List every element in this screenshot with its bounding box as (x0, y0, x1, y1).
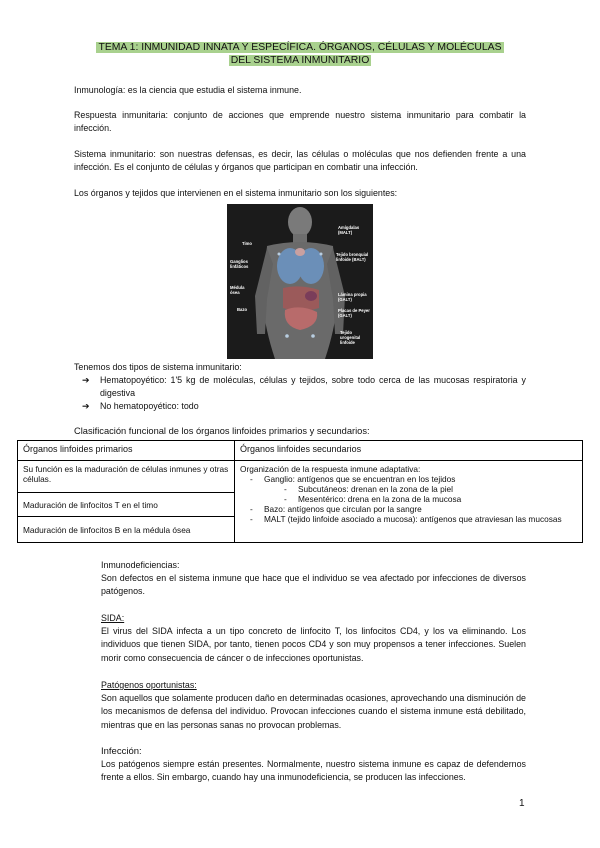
label-timo: Timo (242, 241, 252, 246)
list-item: - Bazo: antígenos que circulan por la sangre (240, 504, 577, 514)
inmunologia-definition: Inmunología: es la ciencia que estudia el sistema inmune. (74, 85, 302, 95)
secundarios-list (240, 474, 577, 524)
primarios-row-2: Maduración de linfocitos T en el timo (18, 493, 235, 517)
label-medula: Médula ósea (230, 285, 245, 295)
tipos-intro: Tenemos dos tipos de sistema inmunitario: (74, 362, 242, 372)
list-item: - Mesentérico: drena en la zona de la mucosa (240, 494, 577, 504)
document-title (0, 41, 600, 67)
tipo-item-text: No hematopoyético: todo (100, 401, 199, 411)
tipo-item-no-hematopoyetico (82, 400, 526, 413)
label-urogenital: Tejido urogenital linfoide (340, 330, 361, 345)
inmunodeficiencias-heading: Inmunodeficiencias: (101, 560, 180, 570)
clasificacion-caption: Clasificación funcional de los órganos linfoides primarios y secundarios: (74, 426, 370, 436)
list-item: - Ganglio: antígenos que se encuentran en los tejidos (240, 474, 577, 484)
organos-intro: Los órganos y tejidos que intervienen en el sistema inmunitario son los siguientes: (74, 188, 398, 198)
organos-table (17, 440, 583, 543)
tipo-item-text: Hematopoyético: 1'5 kg de moléculas, células y tejidos, sobre todo cerca de las mucosas respiratoria y digestiva (100, 375, 526, 398)
label-peyer: Placas de Peyer (GALT) (338, 308, 370, 318)
header-primarios: Órganos linfoides primarios (18, 441, 235, 461)
infeccion-text: Los patógenos siempre están presentes. Normalmente, nuestro sistema inmune es capaz de defendernos frente a ellos. Sin embargo, cuando hay una inmunodeficiencia, se producen las infecciones. (101, 759, 526, 783)
sistema-definition: Sistema inmunitario: son nuestras defensas, es decir, las células o moléculas que nos defienden frente a una infección. Es el conjunto de células y órganos que participan en combatir una infección. (74, 149, 526, 173)
label-bazo: Bazo (237, 307, 248, 312)
header-secundarios: Órganos linfoides secundarios (235, 441, 583, 461)
label-balt: Tejido bronquial linfoide (BALT) (336, 252, 369, 262)
list-item: - Subcutáneos: drenan en la zona de la piel (240, 484, 577, 494)
label-galt: Lámina propia (GALT) (338, 292, 367, 302)
sida-text: El virus del SIDA infecta a un tipo concreto de linfocito T, los linfocitos CD4, y los va eliminando. Los individuos que tienen SIDA, por tanto, tienen pocos CD4 y son muy propensos a tener infecciones. Suelen morir como consecuencia de cáncer o de infecciones oportunistas. (101, 626, 526, 663)
arrow-icon: ➔ (82, 375, 90, 385)
label-amigdalas: Amígdalas (MALT) (338, 225, 360, 235)
page-number: 1 (519, 798, 525, 809)
list-item: - MALT (tejido linfoide asociado a mucosa): antígenos que atraviesan las mucosas (240, 514, 577, 524)
primarios-row-3: Maduración de linfocitos B en la médula ósea (18, 517, 235, 543)
label-ganglios: Ganglios linfáticos (230, 259, 249, 269)
inmunodeficiencias-text: Son defectos en el sistema inmune que hace que el individuo se vea afectado por infecciones de diversos patógenos. (101, 573, 526, 597)
primarios-row-1: Su función es la maduración de células inmunes y otras células. (18, 461, 235, 493)
patogenos-heading: Patógenos oportunistas: (101, 680, 197, 690)
secundarios-intro: Organización de la respuesta inmune adaptativa: (240, 464, 421, 474)
patogenos-text: Son aquellos que solamente producen daño en determinadas ocasiones, aprovechando una disminución de los mecanismos de defensa del individuo. Provocan infecciones cuando el sistema inmune está debilitado, mientras que en las personas sanas no provocan problemas. (101, 693, 526, 730)
title-line-1: TEMA 1: INMUNIDAD INNATA Y ESPECÍFICA. ÓRGANOS, CÉLULAS Y MOLÉCULAS (98, 42, 502, 53)
secundarios-cell (235, 461, 583, 543)
immune-organs-figure (227, 204, 373, 359)
arrow-icon: ➔ (82, 401, 90, 411)
tipo-item-hematopoyetico (82, 374, 526, 400)
sida-heading: SIDA: (101, 613, 125, 623)
infeccion-heading: Infección: (101, 746, 142, 757)
respuesta-definition: Respuesta inmunitaria: conjunto de acciones que emprende nuestro sistema inmunitario para combatir la infección. (74, 110, 526, 134)
title-line-2: DEL SISTEMA INMUNITARIO (230, 55, 370, 66)
